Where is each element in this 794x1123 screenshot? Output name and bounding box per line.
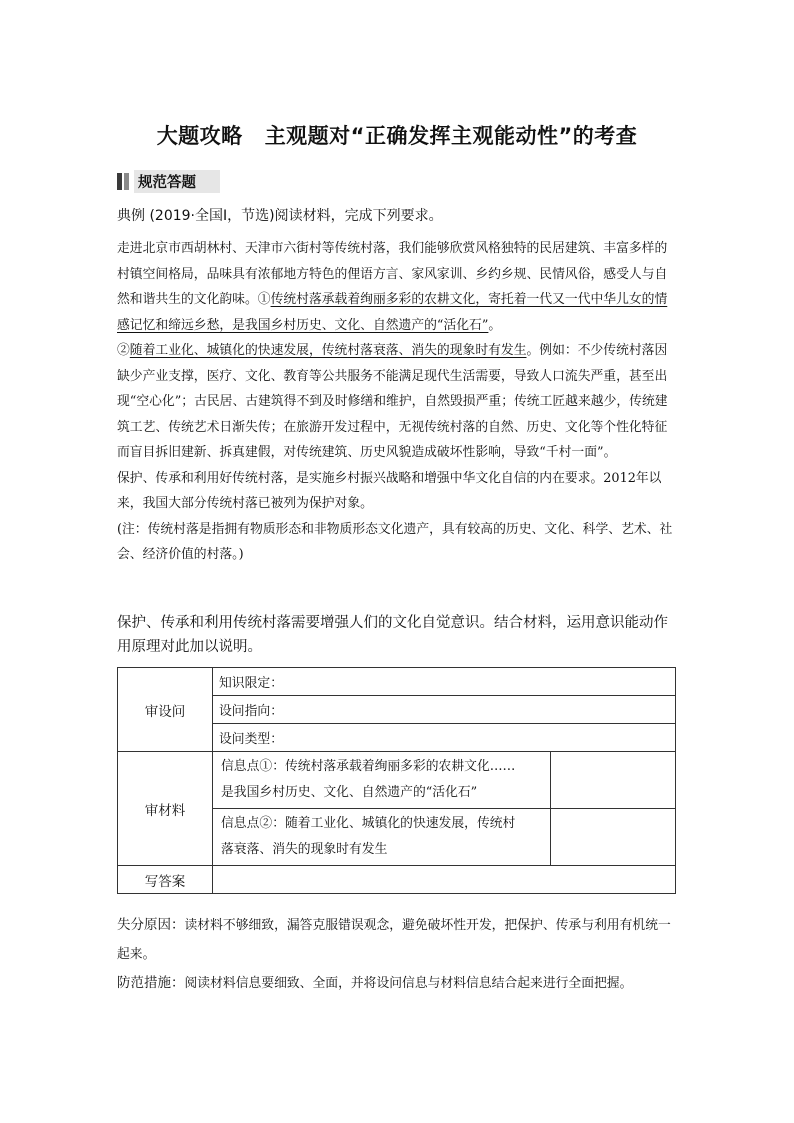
material-paragraph-2 <box>117 338 677 466</box>
material-p1-end: 。 <box>488 317 502 333</box>
question-text: 保护、传承和利用传统村落需要增强人们的文化自觉意识。结合材料，运用意识能动作用原理对此加以说明。 <box>117 615 668 655</box>
material-p1-pre: 走进北京市西胡林村、天津市六街村等传统村落，我们能够欣赏风格独特的民居建筑、丰富多样的村镇空间格局，品味具有浓郁地方特色的俚语方言、家风家训、乡约乡规、民情风俗，感受人与自然和谐共生的文化韵味。① <box>117 241 668 307</box>
answer-field <box>213 866 676 894</box>
section-heading <box>117 171 220 191</box>
type-field: 设问类型： <box>213 724 676 752</box>
section-bar-icon <box>117 173 122 190</box>
row-head-material: 审材料 <box>118 752 213 866</box>
page-title <box>0 120 794 150</box>
material-p2-rest: 。例如：不少传统村落因缺少产业支撑，医疗、文化、教育等公共服务不能满足现代生活需要，导致人口流失严重，甚至出现“空心化”；古民居、古建筑得不到及时修缮和维护，自然毁损严重；传统工匠越来越少，传统建筑工艺、传统艺术日渐失传；在旅游开发过程中，无视传统村落的自然、历史、文化等个性化特征而盲目拆旧建新、拆真建假，对传统建筑、历史风貌造成破坏性影响，导致“千村一面”。 <box>117 343 668 460</box>
example-intro: 典例 (2019·全国Ⅰ，节选)阅读材料，完成下列要求。 <box>117 208 443 224</box>
material-paragraph-3: 保护、传承和利用好传统村落，是实施乡村振兴战略和增强中华文化自信的内在要求。2012年以来，我国大部分传统村落已被列为保护对象。 <box>117 470 662 511</box>
answer-table <box>117 667 676 894</box>
direction-field: 设问指向： <box>213 696 676 724</box>
knowledge-field: 知识限定： <box>213 668 676 696</box>
info-point-1-line-2: 是我国乡村历史、文化、自然遗产的“活化石” <box>221 785 478 800</box>
material-p2-mark: ② <box>117 343 130 358</box>
section-label: 规范答题 <box>134 170 220 193</box>
prevention <box>117 969 677 998</box>
prevention-text: 阅读材料信息要细致、全面，并将设问信息与材料信息结合起来进行全面把握。 <box>184 976 633 991</box>
info-point-2-line-2: 落衰落、消失的现象时有发生 <box>221 842 388 857</box>
section-bar-light-icon <box>124 173 129 190</box>
notes-block <box>117 911 677 998</box>
loss-reason-label: 失分原因： <box>117 917 185 933</box>
info-point-1 <box>213 752 551 809</box>
info-point-1-line-1: 信息点①：传统村落承载着绚丽多彩的农耕文化…… <box>221 759 516 774</box>
loss-reason-text: 读材料不够细致，漏答克服错误观念，避免破坏性开发，把保护、传承与利用有机统一起来。 <box>117 918 671 962</box>
material-p1-underlined: 传统村落承载着绚丽多彩的农耕文化，寄托着一代又一代中华儿女的情感记忆和缔远乡愁，是我国乡村历史、文化、自然遗产的“活化石” <box>117 292 668 333</box>
info-point-2-answer <box>551 809 676 866</box>
info-point-2 <box>213 809 551 866</box>
row-head-question: 审设问 <box>118 668 213 752</box>
material-p2-underlined: 随着工业化、城镇化的快速发展，传统村落衰落、消失的现象时有发生 <box>129 343 527 358</box>
info-point-1-answer <box>551 752 676 809</box>
material-block <box>117 236 677 568</box>
info-point-2-line-1: 信息点②：随着工业化、城镇化的快速发展，传统村 <box>221 816 516 831</box>
material-note: (注：传统村落是指拥有物质形态和非物质形态文化遗产，具有较高的历史、文化、科学、艺术、社会、经济价值的村落。) <box>117 521 673 562</box>
title-part-2: 主观题对“正确发挥主观能动性”的考查 <box>264 124 638 148</box>
material-paragraph-1 <box>117 236 677 338</box>
prevention-label: 防范措施： <box>117 975 185 991</box>
row-head-answer: 写答案 <box>118 866 213 894</box>
loss-reason <box>117 911 677 969</box>
title-part-1: 大题攻略 <box>156 124 243 148</box>
